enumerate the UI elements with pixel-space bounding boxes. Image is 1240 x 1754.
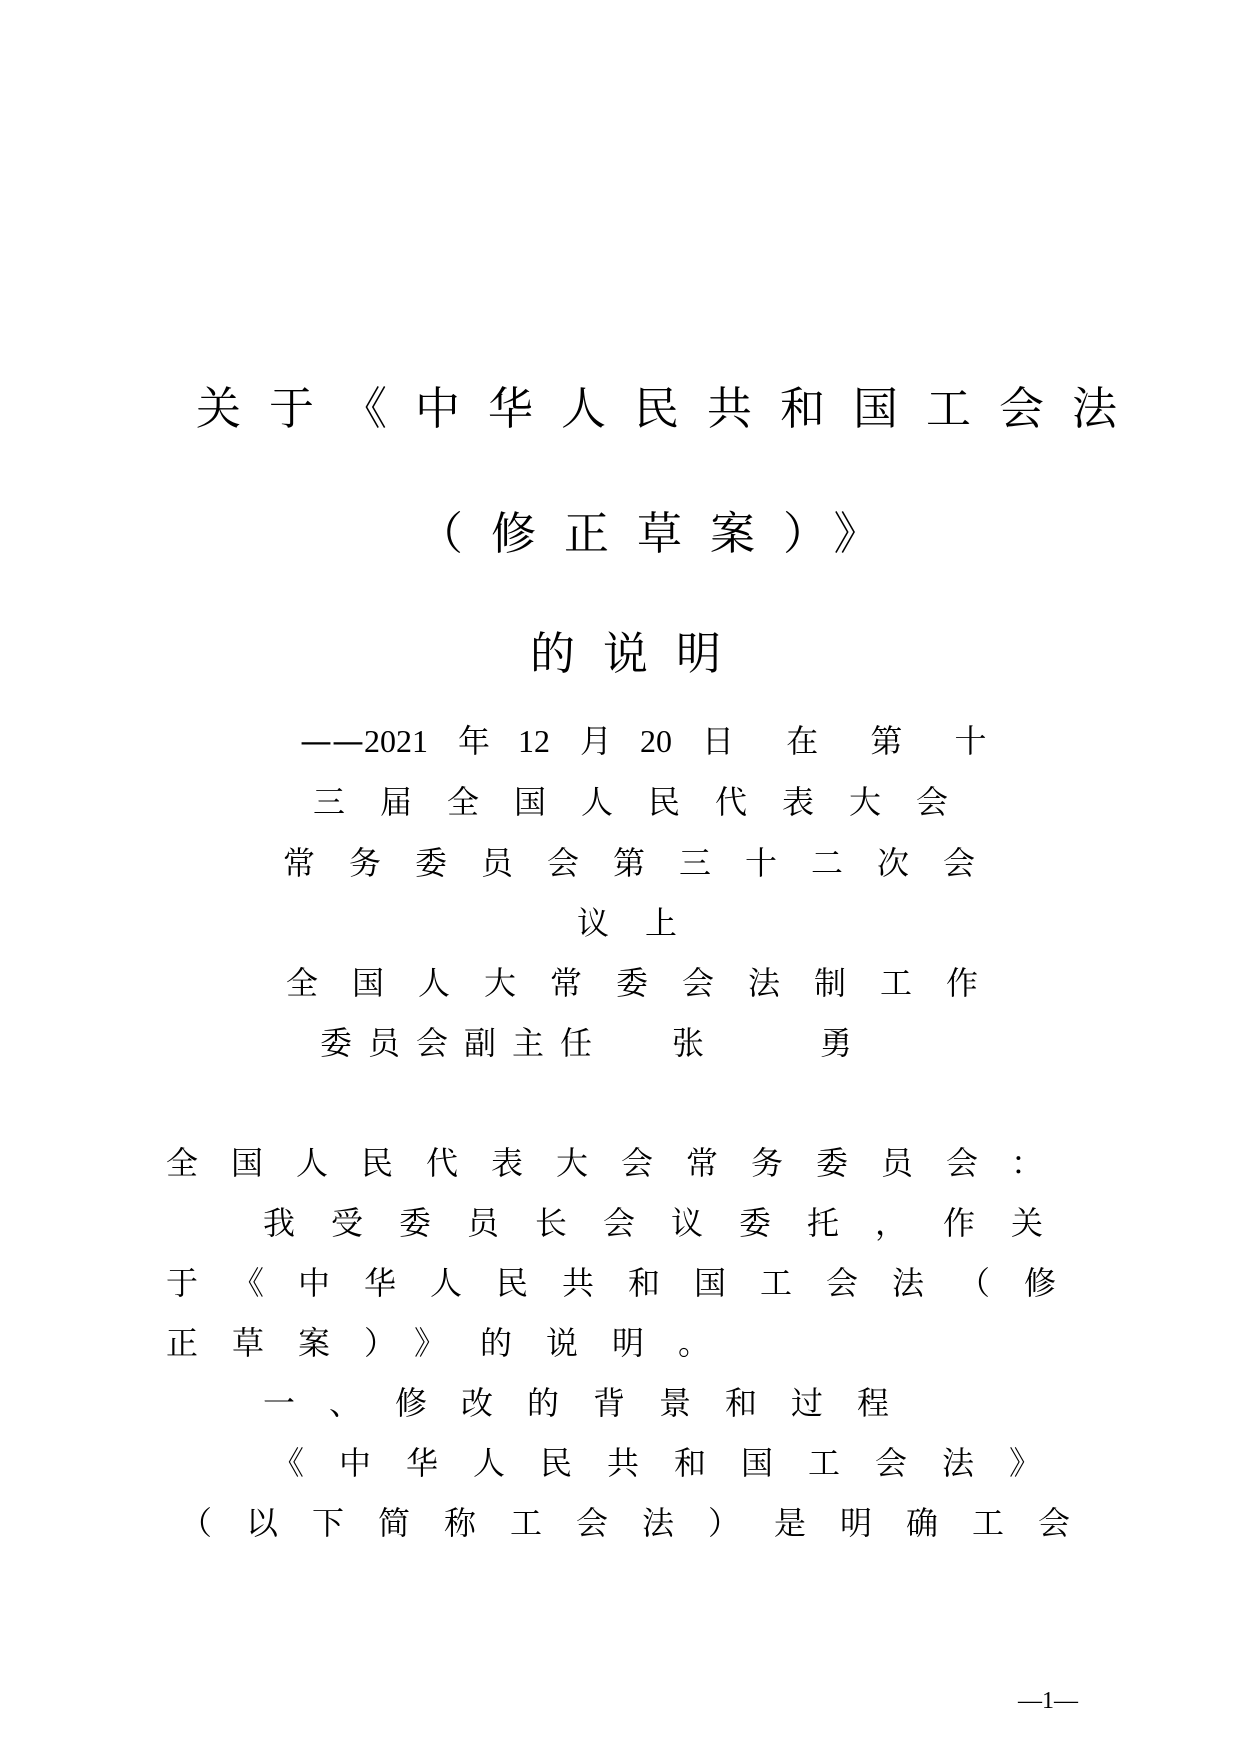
paragraph-2-line-1: 《中华人民共和国工会法》 [272, 1444, 1077, 1482]
paragraph-2-line-2: （以下简称工会法）是明确工会 [180, 1504, 1105, 1542]
speaker-surname: 张 [672, 1024, 721, 1062]
subtitle-year-unit: 年 [458, 722, 519, 760]
subtitle-month-unit: 月 [580, 722, 641, 760]
speaker-position: 委员会副主任 [320, 1024, 609, 1062]
subtitle-day-rest: 日 在 第 十 [702, 722, 1015, 760]
subtitle-dash: —— [300, 722, 364, 760]
speaker-given-name: 勇 [820, 1024, 869, 1062]
subtitle-speaker-line [320, 1018, 868, 1064]
salutation: 全国人民代表大会常务委员会： [166, 1144, 1077, 1182]
subtitle-line-3: 常务委员会第三十二次会 [283, 844, 1010, 882]
paragraph-1-line-3: 正草案）》的说明。 [166, 1324, 745, 1362]
title-line-1: 关于《中华人民共和国工会法 [196, 382, 1146, 435]
subtitle-day: 20 [640, 723, 673, 759]
subtitle-date-line [300, 716, 1015, 762]
page-number: —1— [1018, 1688, 1078, 1714]
subtitle-line-4: 议上 [577, 904, 714, 942]
subtitle-line-5: 全国人大常委会法制工作 [286, 964, 1013, 1002]
subtitle-line-2: 三届全国人民代表大会 [313, 783, 984, 821]
title-line-3: 的说明 [530, 627, 750, 680]
paragraph-1-line-2: 于《中华人民共和国工会法（修 [166, 1264, 1091, 1302]
subtitle-year: 2021 [364, 723, 428, 759]
title-line-2: （修正草案）》 [418, 507, 907, 560]
section-1-heading: 一、修改的背景和过程 [263, 1384, 924, 1422]
paragraph-1-line-1: 我受委员长会议委托，作关 [263, 1204, 1080, 1242]
subtitle-month: 12 [518, 723, 551, 759]
